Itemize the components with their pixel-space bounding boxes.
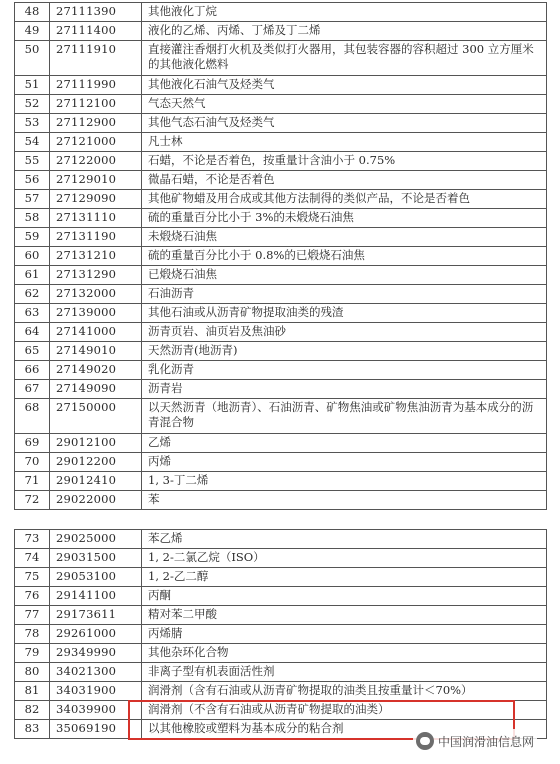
row-number: 75 bbox=[15, 568, 50, 587]
commodity-description: 气态天然气 bbox=[142, 95, 547, 114]
commodity-code: 27112900 bbox=[50, 114, 142, 133]
row-number: 50 bbox=[15, 41, 50, 76]
row-number: 69 bbox=[15, 434, 50, 453]
commodity-code: 27149010 bbox=[50, 342, 142, 361]
table-row bbox=[15, 190, 547, 209]
commodity-code: 34031900 bbox=[50, 682, 142, 701]
row-number: 66 bbox=[15, 361, 50, 380]
table-row bbox=[15, 472, 547, 491]
commodity-description: 微晶石蜡，不论是否着色 bbox=[142, 171, 547, 190]
commodity-description: 硫的重量百分比小于 3%的未煅烧石油焦 bbox=[142, 209, 547, 228]
row-number: 72 bbox=[15, 491, 50, 510]
table-row bbox=[15, 285, 547, 304]
row-number: 54 bbox=[15, 133, 50, 152]
commodity-description: 石油沥青 bbox=[142, 285, 547, 304]
table-row bbox=[15, 399, 547, 434]
row-number: 68 bbox=[15, 399, 50, 434]
row-number: 82 bbox=[15, 701, 50, 720]
commodity-description: 直接灌注香烟打火机及类似打火器用，其包装容器的容积超过 300 立方厘米的其他液化燃料 bbox=[142, 41, 547, 76]
section-gap bbox=[15, 510, 547, 530]
row-number: 80 bbox=[15, 663, 50, 682]
table-row bbox=[15, 133, 547, 152]
commodity-description: 凡士林 bbox=[142, 133, 547, 152]
table-row bbox=[15, 434, 547, 453]
commodity-description: 1, 2-乙二醇 bbox=[142, 568, 547, 587]
table-row bbox=[15, 114, 547, 133]
commodity-code: 29022000 bbox=[50, 491, 142, 510]
commodity-description: 乙烯 bbox=[142, 434, 547, 453]
row-number: 59 bbox=[15, 228, 50, 247]
row-number: 81 bbox=[15, 682, 50, 701]
commodity-code: 27112100 bbox=[50, 95, 142, 114]
commodity-description: 丙烯 bbox=[142, 453, 547, 472]
commodity-description: 其他杂环化合物 bbox=[142, 644, 547, 663]
commodity-code: 29012200 bbox=[50, 453, 142, 472]
row-number: 83 bbox=[15, 720, 50, 739]
row-number: 57 bbox=[15, 190, 50, 209]
table-row bbox=[15, 491, 547, 510]
row-number: 56 bbox=[15, 171, 50, 190]
row-number: 64 bbox=[15, 323, 50, 342]
row-number: 52 bbox=[15, 95, 50, 114]
table-row bbox=[15, 644, 547, 663]
row-number: 63 bbox=[15, 304, 50, 323]
table-row bbox=[15, 152, 547, 171]
watermark bbox=[413, 729, 537, 753]
table-row bbox=[15, 22, 547, 41]
row-number: 48 bbox=[15, 3, 50, 22]
commodity-code: 27121000 bbox=[50, 133, 142, 152]
table-row bbox=[15, 304, 547, 323]
row-number: 51 bbox=[15, 76, 50, 95]
commodity-description: 润滑剂（含有石油或从沥青矿物提取的油类且按重量计＜70%） bbox=[142, 682, 547, 701]
commodity-code: 27149090 bbox=[50, 380, 142, 399]
commodity-code: 29031500 bbox=[50, 549, 142, 568]
row-number: 74 bbox=[15, 549, 50, 568]
row-number: 58 bbox=[15, 209, 50, 228]
row-number: 62 bbox=[15, 285, 50, 304]
table-row bbox=[15, 361, 547, 380]
row-number: 49 bbox=[15, 22, 50, 41]
commodity-description: 以天然沥青（地沥青）、石油沥青、矿物焦油或矿物焦油沥青为基本成分的沥青混合物 bbox=[142, 399, 547, 434]
commodity-description: 其他气态石油气及烃类气 bbox=[142, 114, 547, 133]
table-row bbox=[15, 625, 547, 644]
commodity-code: 27150000 bbox=[50, 399, 142, 434]
table-row bbox=[15, 682, 547, 701]
commodity-description: 天然沥青(地沥青) bbox=[142, 342, 547, 361]
commodity-code: 29141100 bbox=[50, 587, 142, 606]
table-row bbox=[15, 95, 547, 114]
commodity-code: 34039900 bbox=[50, 701, 142, 720]
row-number: 53 bbox=[15, 114, 50, 133]
commodity-description: 沥青页岩、油页岩及焦油砂 bbox=[142, 323, 547, 342]
commodity-description: 1, 3-丁二烯 bbox=[142, 472, 547, 491]
commodity-description: 丙酮 bbox=[142, 587, 547, 606]
commodity-description: 非离子型有机表面活性剂 bbox=[142, 663, 547, 682]
commodity-code: 29025000 bbox=[50, 530, 142, 549]
table-row bbox=[15, 228, 547, 247]
commodity-code: 27139000 bbox=[50, 304, 142, 323]
commodity-code: 29012100 bbox=[50, 434, 142, 453]
row-number: 73 bbox=[15, 530, 50, 549]
table-row bbox=[15, 453, 547, 472]
commodity-code: 27131190 bbox=[50, 228, 142, 247]
watermark-text: 中国润滑油信息网 bbox=[438, 734, 535, 749]
commodity-description: 苯 bbox=[142, 491, 547, 510]
table-row bbox=[15, 266, 547, 285]
commodity-description: 1, 2-二氯乙烷（ISO） bbox=[142, 549, 547, 568]
commodity-description: 乳化沥青 bbox=[142, 361, 547, 380]
table-row bbox=[15, 587, 547, 606]
table-row bbox=[15, 342, 547, 361]
table-row bbox=[15, 549, 547, 568]
table-row bbox=[15, 530, 547, 549]
row-number: 76 bbox=[15, 587, 50, 606]
commodity-code: 29173611 bbox=[50, 606, 142, 625]
commodity-description: 其他液化丁烷 bbox=[142, 3, 547, 22]
table-row bbox=[15, 323, 547, 342]
row-number: 65 bbox=[15, 342, 50, 361]
commodity-description: 沥青岩 bbox=[142, 380, 547, 399]
commodity-code: 27111390 bbox=[50, 3, 142, 22]
commodity-code: 29053100 bbox=[50, 568, 142, 587]
commodity-description: 苯乙烯 bbox=[142, 530, 547, 549]
commodity-code: 27131290 bbox=[50, 266, 142, 285]
commodity-code: 27111990 bbox=[50, 76, 142, 95]
row-number: 60 bbox=[15, 247, 50, 266]
table-row bbox=[15, 247, 547, 266]
table-row bbox=[15, 606, 547, 625]
row-number: 55 bbox=[15, 152, 50, 171]
commodity-code: 29012410 bbox=[50, 472, 142, 491]
commodity-code: 27129090 bbox=[50, 190, 142, 209]
table-row bbox=[15, 171, 547, 190]
commodity-code: 35069190 bbox=[50, 720, 142, 739]
commodity-code: 27111910 bbox=[50, 41, 142, 76]
commodity-description: 精对苯二甲酸 bbox=[142, 606, 547, 625]
row-number: 67 bbox=[15, 380, 50, 399]
commodity-description: 润滑剂（不含有石油或从沥青矿物提取的油类） bbox=[142, 701, 547, 720]
commodity-description: 其他液化石油气及烃类气 bbox=[142, 76, 547, 95]
table-row bbox=[15, 663, 547, 682]
commodity-code: 27129010 bbox=[50, 171, 142, 190]
commodity-description: 以其他橡胶或塑料为基本成分的粘合剂 bbox=[142, 720, 547, 739]
commodity-code: 29349990 bbox=[50, 644, 142, 663]
row-number: 70 bbox=[15, 453, 50, 472]
row-number: 71 bbox=[15, 472, 50, 491]
row-number: 61 bbox=[15, 266, 50, 285]
commodity-description: 硫的重量百分比小于 0.8%的已煅烧石油焦 bbox=[142, 247, 547, 266]
commodity-description: 已煅烧石油焦 bbox=[142, 266, 547, 285]
commodity-description: 其他矿物蜡及用合成或其他方法制得的类似产品，不论是否着色 bbox=[142, 190, 547, 209]
table-row bbox=[15, 41, 547, 76]
commodity-code: 27132000 bbox=[50, 285, 142, 304]
commodity-description: 其他石油或从沥青矿物提取油类的残渣 bbox=[142, 304, 547, 323]
commodity-code: 29261000 bbox=[50, 625, 142, 644]
table-row bbox=[15, 76, 547, 95]
commodity-description: 液化的乙烯、丙烯、丁烯及丁二烯 bbox=[142, 22, 547, 41]
tariff-table bbox=[14, 2, 547, 739]
wechat-icon bbox=[416, 732, 434, 750]
table-row bbox=[15, 209, 547, 228]
commodity-code: 27111400 bbox=[50, 22, 142, 41]
commodity-code: 27141000 bbox=[50, 323, 142, 342]
row-number: 77 bbox=[15, 606, 50, 625]
commodity-code: 27131210 bbox=[50, 247, 142, 266]
commodity-description: 未煅烧石油焦 bbox=[142, 228, 547, 247]
commodity-code: 27149020 bbox=[50, 361, 142, 380]
table-row bbox=[15, 568, 547, 587]
table-row bbox=[15, 380, 547, 399]
commodity-description: 石蜡，不论是否着色，按重量计含油小于 0.75% bbox=[142, 152, 547, 171]
commodity-code: 27131110 bbox=[50, 209, 142, 228]
commodity-code: 34021300 bbox=[50, 663, 142, 682]
commodity-description: 丙烯腈 bbox=[142, 625, 547, 644]
row-number: 78 bbox=[15, 625, 50, 644]
table-row bbox=[15, 3, 547, 22]
row-number: 79 bbox=[15, 644, 50, 663]
commodity-code: 27122000 bbox=[50, 152, 142, 171]
